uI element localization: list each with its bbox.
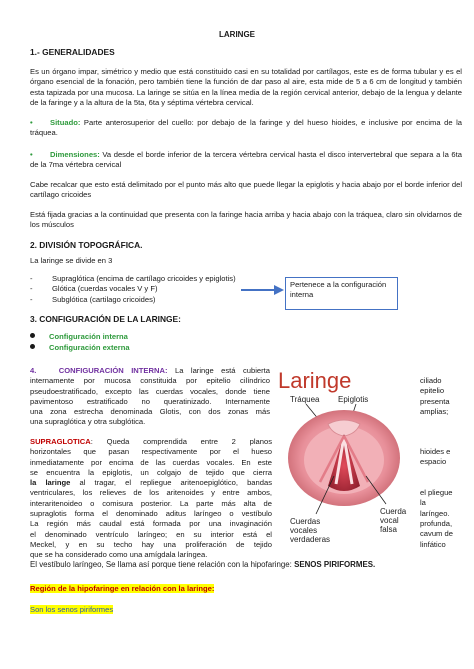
larynx-illustration xyxy=(276,364,418,544)
situado-text: Parte anterosuperior del cuello: por debajo de la faringe y del hueso hioides, e inclusive por encima de la tráquea. xyxy=(30,118,462,138)
arrow-icon xyxy=(274,285,284,295)
figure-title: Laringe xyxy=(278,368,352,393)
callout-box: Pertenece a la configuración interna xyxy=(285,277,398,310)
list-item: - Supraglótica (encima de cartílago cricoides y epiglotis) xyxy=(30,274,236,283)
bullet: • xyxy=(30,118,33,127)
list-item: - Subglótica (cartilago cricoides) xyxy=(30,294,156,304)
fijada-paragraph: Está fijada gracias a la continuidad que presenta con la faringe hacia arriba y hacia abajo con la tráquea, claro sin olvidarnos de los músculos xyxy=(30,210,462,230)
label-cuerdas-verdaderas: Cuerdas vocales verdaderas xyxy=(290,517,331,544)
supraglotica-label: SUPRAGLOTICA xyxy=(30,437,91,446)
supraglotica-text: SUPRAGLOTICA: Queda comprendida entre 2 planos horizontales que pasan respectivamente por el hueso inmediatamente por encima de las cuerdas vocales. En este se encuentra la epiglotis, un colgajo de tejido que cierra la laringe al tragar, el repliegue aritenoepiglótico, bandas ventriculares, los relieves de los aritenoides y entre ambos, interaritenoideo o comisura posterior. La parte más alta de supraglotis forma el denominado aditus laríngeo o vestíbulo La región más caudal está formada por una invaginación el denominado ventrículo laríngeo; en su interior está el Meckel, y en su techo hay una proliferación de tejido que se ha considerado como una amígdala laríngea. xyxy=(30,437,272,560)
division-lead: La laringe se divide en 3 xyxy=(30,256,113,265)
region-question: Región de la hipofaringe en relación con la laringe: xyxy=(30,584,215,593)
label-cuerda-falsa: Cuerda vocal falsa xyxy=(380,507,407,534)
supraglotica-right-column: hioides e espacio el pliegue la laríngeo. profunda, cavum de linfático xyxy=(420,447,453,549)
cabe-paragraph: Cabe recalcar que esto está delimitado por el punto más alto que puede llegar la epiglotis y hacia abajo por el borde inferior del cartílago cricoides xyxy=(30,180,462,200)
bullet-icon xyxy=(30,344,35,349)
configuracion-interna-label: CONFIGURACIÓN INTERNA: xyxy=(58,366,168,375)
label-traquea: Tráquea xyxy=(290,395,320,404)
situado-paragraph xyxy=(30,118,462,139)
list-item: - Glótica (cuerdas vocales V y F) xyxy=(30,284,158,294)
page-title: LARINGE xyxy=(219,30,255,39)
section-3-heading: 3. CONFIGURACIÓN DE LA LARINGE: xyxy=(30,314,181,324)
label-epiglotis: Epiglotis xyxy=(338,395,369,404)
section-1-heading: 1.- GENERALIDADES xyxy=(30,47,115,57)
dimensiones-paragraph xyxy=(30,150,462,171)
dimensiones-label: Dimensiones: xyxy=(50,150,100,159)
generalidades-paragraph: Es un órgano impar, simétrico y medio que está constituido casi en su totalidad por cartílagos, este es de forma tubular y es el órgano esencial de la fonación, pero también tiene la función de dar paso al aire, esta mide de 5 a 6 cm de longitud y también esta tapizada por una mucosa. La laringe se sitúa en la línea media de la región cervical anterior, debajo de la lengua y delante de la faringe y a la altura de la 5ta, 6ta y séptima vértebra cervical. xyxy=(30,67,462,107)
bullet: • xyxy=(30,150,33,159)
arrow-shaft xyxy=(241,289,275,291)
dimensiones-text: Va desde el borde inferior de la tercera vértebra cervical hasta el disco intervertebral que separa a la 6ta de la 7ma vértebra cervical xyxy=(30,150,462,170)
vestibulo-paragraph: El vestíbulo laríngeo, Se llama así porque tiene relación con la hipofaringe: SENOS PIRIFORMES. xyxy=(30,560,376,569)
list-item: Configuración interna xyxy=(30,332,130,342)
interna-right-column: ciliado epitelio presenta amplias; xyxy=(420,376,450,416)
situado-label: Situado: xyxy=(50,118,81,127)
list-item: Configuración externa xyxy=(30,343,130,353)
larynx-figure xyxy=(276,364,418,544)
configuration-list xyxy=(30,332,130,354)
region-answer: Son los senos piriformes xyxy=(30,605,114,614)
configuracion-interna-text: 4. CONFIGURACIÓN INTERNA: La laringe está cubierta internamente por mucosa constituida por epitelio cilíndrico pseudoestratificado, excepto las cuerdas vocales, donde tiene pavimentoso estratificado no queratinizado. Internamente una zona estrecha denominada Glotis, con dos zonas más una supraglótica y otra subglótica. xyxy=(30,366,270,427)
bullet-icon xyxy=(30,333,35,338)
section-2-heading: 2. DIVISIÓN TOPOGRÁFICA. xyxy=(30,240,143,250)
